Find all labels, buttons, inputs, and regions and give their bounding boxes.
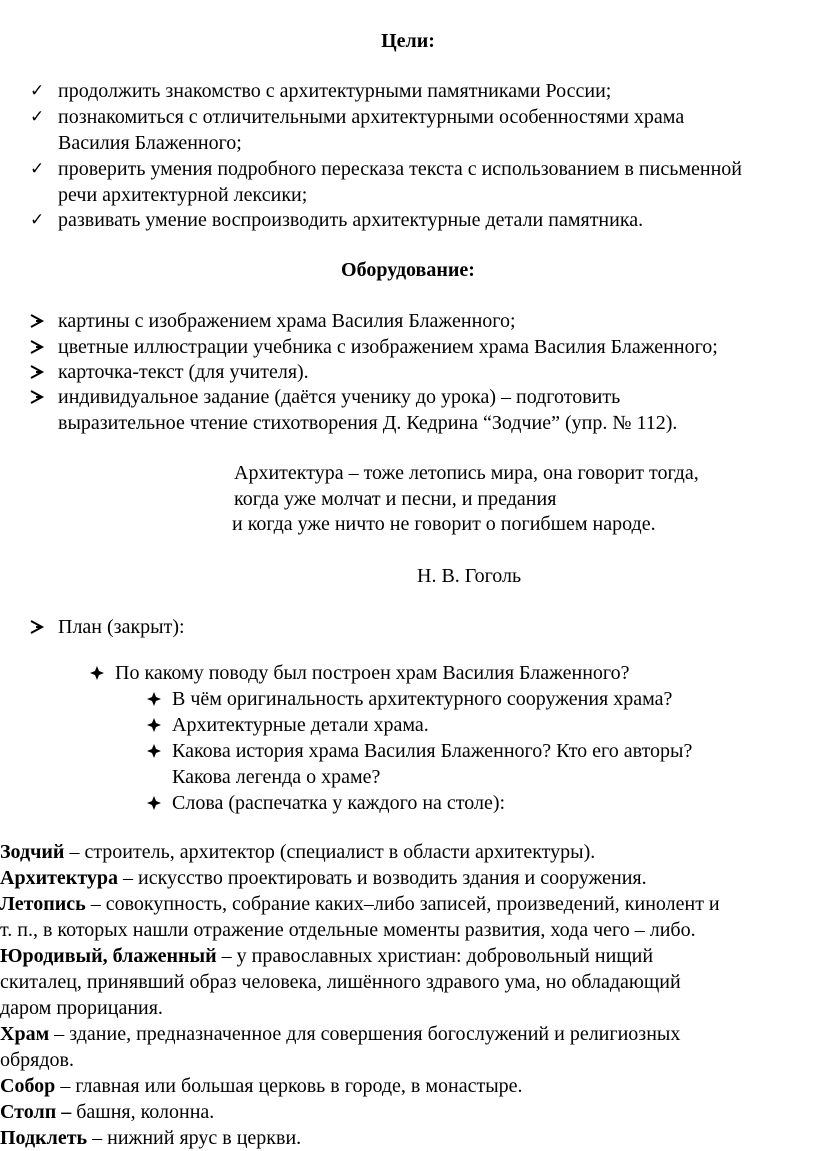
glossary-definition-cont: скиталец, принявший образ человека, лишённого здравого ума, но обладающий xyxy=(0,971,681,993)
glossary-definition: – искусство проектировать и возводить здания и сооружения. xyxy=(118,867,647,889)
equipment-item: картины с изображением храма Василия Блаженного; xyxy=(58,310,516,332)
equipment-item: индивидуальное задание (даётся ученику до урока) – подготовить xyxy=(58,386,621,408)
plan-item: Архитектурные детали храма. xyxy=(172,714,429,736)
glossary-term: Летопись xyxy=(0,893,86,915)
checkmark-icon: ✓ xyxy=(30,81,45,101)
glossary-definition: – здание, предназначенное для совершения богослужений и религиозных xyxy=(49,1023,681,1045)
diamond-bullet-icon xyxy=(89,665,105,681)
glossary-entry xyxy=(0,1021,816,1047)
glossary-term: Столп – xyxy=(0,1101,72,1123)
diamond-bullet-icon xyxy=(146,795,162,811)
glossary-definition-cont: даром прорицания. xyxy=(0,997,163,1019)
glossary-term: Архитектура xyxy=(0,867,118,889)
glossary-entry xyxy=(0,1073,816,1099)
glossary-definition: – строитель, архитектор (специалист в области архитектуры). xyxy=(64,841,596,863)
arrow-bullet-icon xyxy=(28,359,48,385)
checkmark-icon: ✓ xyxy=(30,159,45,179)
glossary-term: Юродивый, блаженный xyxy=(0,945,217,967)
arrow-bullet-icon xyxy=(28,334,48,360)
diamond-bullet-icon xyxy=(146,691,162,707)
checkmark-icon: ✓ xyxy=(30,210,45,230)
glossary-entry xyxy=(0,1125,816,1151)
goals-title: Цели: xyxy=(381,30,435,52)
plan-item: Слова (распечатка у каждого на столе): xyxy=(172,792,506,814)
glossary-entry xyxy=(0,943,816,969)
glossary-entry xyxy=(0,839,816,865)
glossary-term: Собор xyxy=(0,1075,56,1097)
glossary-definition: – главная или большая церковь в городе, в монастыре. xyxy=(55,1075,523,1097)
arrow-bullet-icon xyxy=(28,384,48,410)
equipment-item: карточка-текст (для учителя). xyxy=(58,361,309,383)
glossary-definition-cont: т. п., в которых нашли отражение отдельные моменты развития, хода чего – либо. xyxy=(0,919,696,941)
equipment-item-cont: выразительное чтение стихотворения Д. Кедрина “Зодчие” (упр. № 112). xyxy=(58,412,678,434)
goal-item: развивать умение воспроизводить архитектурные детали памятника. xyxy=(58,209,644,231)
arrow-bullet-icon xyxy=(28,614,48,640)
epigraph-line: и когда уже ничто не говорит о погибшем народе. xyxy=(232,513,656,535)
glossary-entry xyxy=(0,865,816,891)
glossary-entry xyxy=(0,1099,816,1125)
epigraph-line: когда уже молчат и песни, и предания xyxy=(234,488,557,510)
glossary-entry xyxy=(0,891,816,917)
goal-item: познакомиться с отличительными архитектурными особенностями храма xyxy=(58,106,685,128)
plan-item: По какому поводу был построен храм Василия Блаженного? xyxy=(115,662,630,684)
goal-item: проверить умения подробного пересказа текста с использованием в письменной xyxy=(58,158,742,180)
plan-item-cont: Какова легенда о храме? xyxy=(172,766,381,788)
glossary-term: Подклеть xyxy=(0,1127,88,1149)
glossary-definition: – нижний ярус в церкви. xyxy=(87,1127,302,1149)
diamond-bullet-icon xyxy=(146,743,162,759)
plan-item: В чём оригинальность архитектурного сооружения храма? xyxy=(172,688,673,710)
goal-item-cont: Василия Блаженного; xyxy=(58,132,242,154)
arrow-bullet-icon xyxy=(28,308,48,334)
equipment-item: цветные иллюстрации учебника с изображением храма Василия Блаженного; xyxy=(58,336,718,358)
epigraph-author: Н. В. Гоголь xyxy=(417,565,522,587)
glossary-definition: башня, колонна. xyxy=(71,1101,215,1123)
goal-item: продолжить знакомство с архитектурными памятниками России; xyxy=(58,80,612,102)
epigraph-line: Архитектура – тоже летопись мира, она говорит тогда, xyxy=(234,462,699,484)
plan-title: План (закрыт): xyxy=(58,616,185,638)
checkmark-icon: ✓ xyxy=(30,107,45,127)
glossary-term: Храм xyxy=(0,1023,50,1045)
glossary-definition: – совокупность, собрание каких–либо записей, произведений, кинолент и xyxy=(85,893,720,915)
glossary-definition-cont: обрядов. xyxy=(0,1049,74,1071)
plan-item: Какова история храма Василия Блаженного? Кто его авторы? xyxy=(172,740,693,762)
equipment-title: Оборудование: xyxy=(341,259,475,281)
glossary-term: Зодчий xyxy=(0,841,65,863)
glossary xyxy=(0,839,816,1151)
glossary-definition: – у православных христиан: добровольный нищий xyxy=(216,945,654,967)
diamond-bullet-icon xyxy=(146,717,162,733)
goal-item-cont: речи архитектурной лексики; xyxy=(58,184,308,206)
